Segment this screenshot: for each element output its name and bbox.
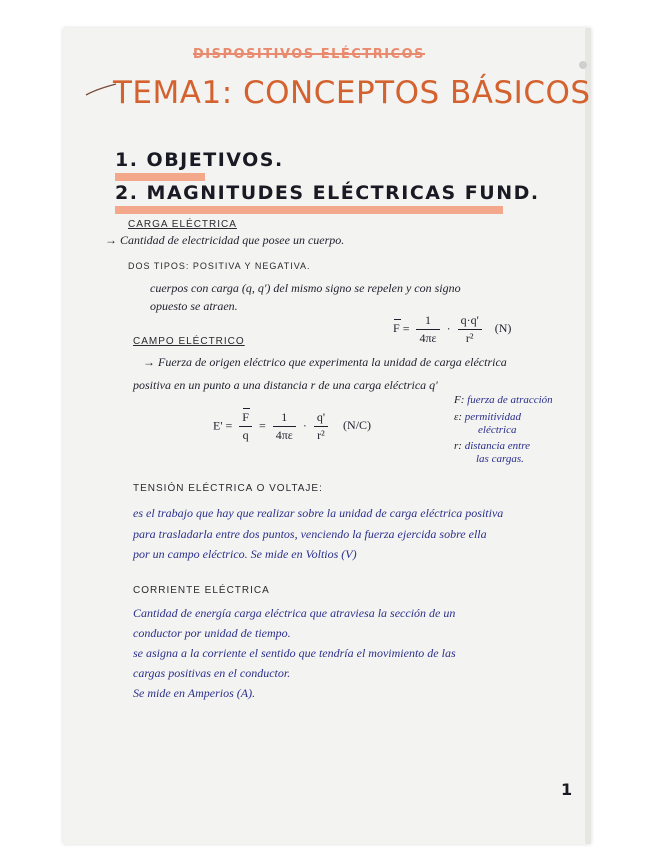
tension-line1: es el trabajo que hay que realizar sobre la unidad de carga eléctrica positiva [133,506,504,520]
formula-den2: r² [465,331,474,345]
legend-row-e2: eléctrica [478,424,517,436]
heading-corriente: CORRIENTE ELÉCTRICA [133,585,270,596]
campo-line2: positiva en un punto a una distancia r de una carga eléctrica q' [133,378,438,392]
section-magnitudes: 2. MAGNITUDES ELÉCTRICAS FUND. [115,182,540,204]
corriente-line5: Se mide en Amperios (A). [133,686,256,700]
heading-campo: CAMPO ELÉCTRICO [133,336,245,347]
heading-tension: TENSIÓN ELÉCTRICA O VOLTAJE: [133,483,323,494]
corriente-line3: se asigna a la corriente el sentido que tendría el movimiento de las [133,646,456,660]
coulomb-formula: F = $\frac{1}{4\pi\varepsilon}$ · $\frac{q\cdot q'}{\text{r²}}$ (N) [393,313,512,345]
legend-row-e: ε: permitividad [454,411,521,423]
notebook-page [63,28,591,844]
page-edge [585,28,591,844]
formula-unit: (N) [494,321,512,336]
tension-line3: por un campo eléctrico. Se mide en Voltios (V) [133,547,357,561]
campo-den2: r² [317,428,325,442]
page-title: TEMA1: CONCEPTOS BÁSICOS [113,75,591,111]
heading-carga: CARGA ELÉCTRICA [128,219,237,230]
formula-den: 4πε [419,331,437,345]
carga-line1: cuerpos con carga (q, q') del mismo signo se repelen y con signo [150,281,461,295]
campo-vec-den: q [242,428,249,442]
section-objetivos: 1. OBJETIVOS. [115,149,284,171]
campo-legend [454,393,584,465]
campo-num: 1 [273,410,296,427]
legend-row-f: F: fuerza de atracción [454,394,553,406]
corriente-line4: cargas positivas en el conductor. [133,666,291,680]
formula-num: 1 [416,313,439,330]
binder-hole [579,61,587,69]
highlight-objetivos [115,173,205,181]
subject-heading: DISPOSITIVOS ELÉCTRICOS [193,47,426,62]
tension-line2: para trasladarla entre dos puntos, venciendo la fuerza ejercida sobre ella [133,527,487,541]
corriente-line2: conductor por unidad de tiempo. [133,626,291,640]
formula-num2: q·q' [458,313,482,330]
corriente-line1: Cantidad de energía carga eléctrica que atraviesa la sección de un [133,606,456,620]
campo-formula-lhs: E' [213,418,223,433]
campo-formula: E' = $\frac{F}{q}$ = $\frac{1}{4\pi\varepsilon}$ · $\frac{q'}{\text{r²}}$ (N/C) [213,410,372,442]
campo-num2: q' [314,410,328,427]
campo-line1: → Fuerza de origen eléctrico que experimenta la unidad de carga eléctrica [143,355,507,369]
formula-lhs: F [393,321,400,336]
campo-den: 4πε [275,428,293,442]
carga-line2: opuesto se atraen. [150,299,238,313]
highlight-magnitudes [115,206,503,214]
legend-row-r: r: distancia entre [454,440,530,452]
legend-row-r2: las cargas. [476,453,524,465]
carga-tipos: DOS TIPOS: POSITIVA Y NEGATIVA. [128,261,311,271]
page-number: 1 [561,780,573,799]
campo-unit: (N/C) [343,418,372,433]
carga-definition: → Cantidad de electricidad que posee un cuerpo. [105,233,345,247]
campo-vec-num: F [242,410,249,424]
